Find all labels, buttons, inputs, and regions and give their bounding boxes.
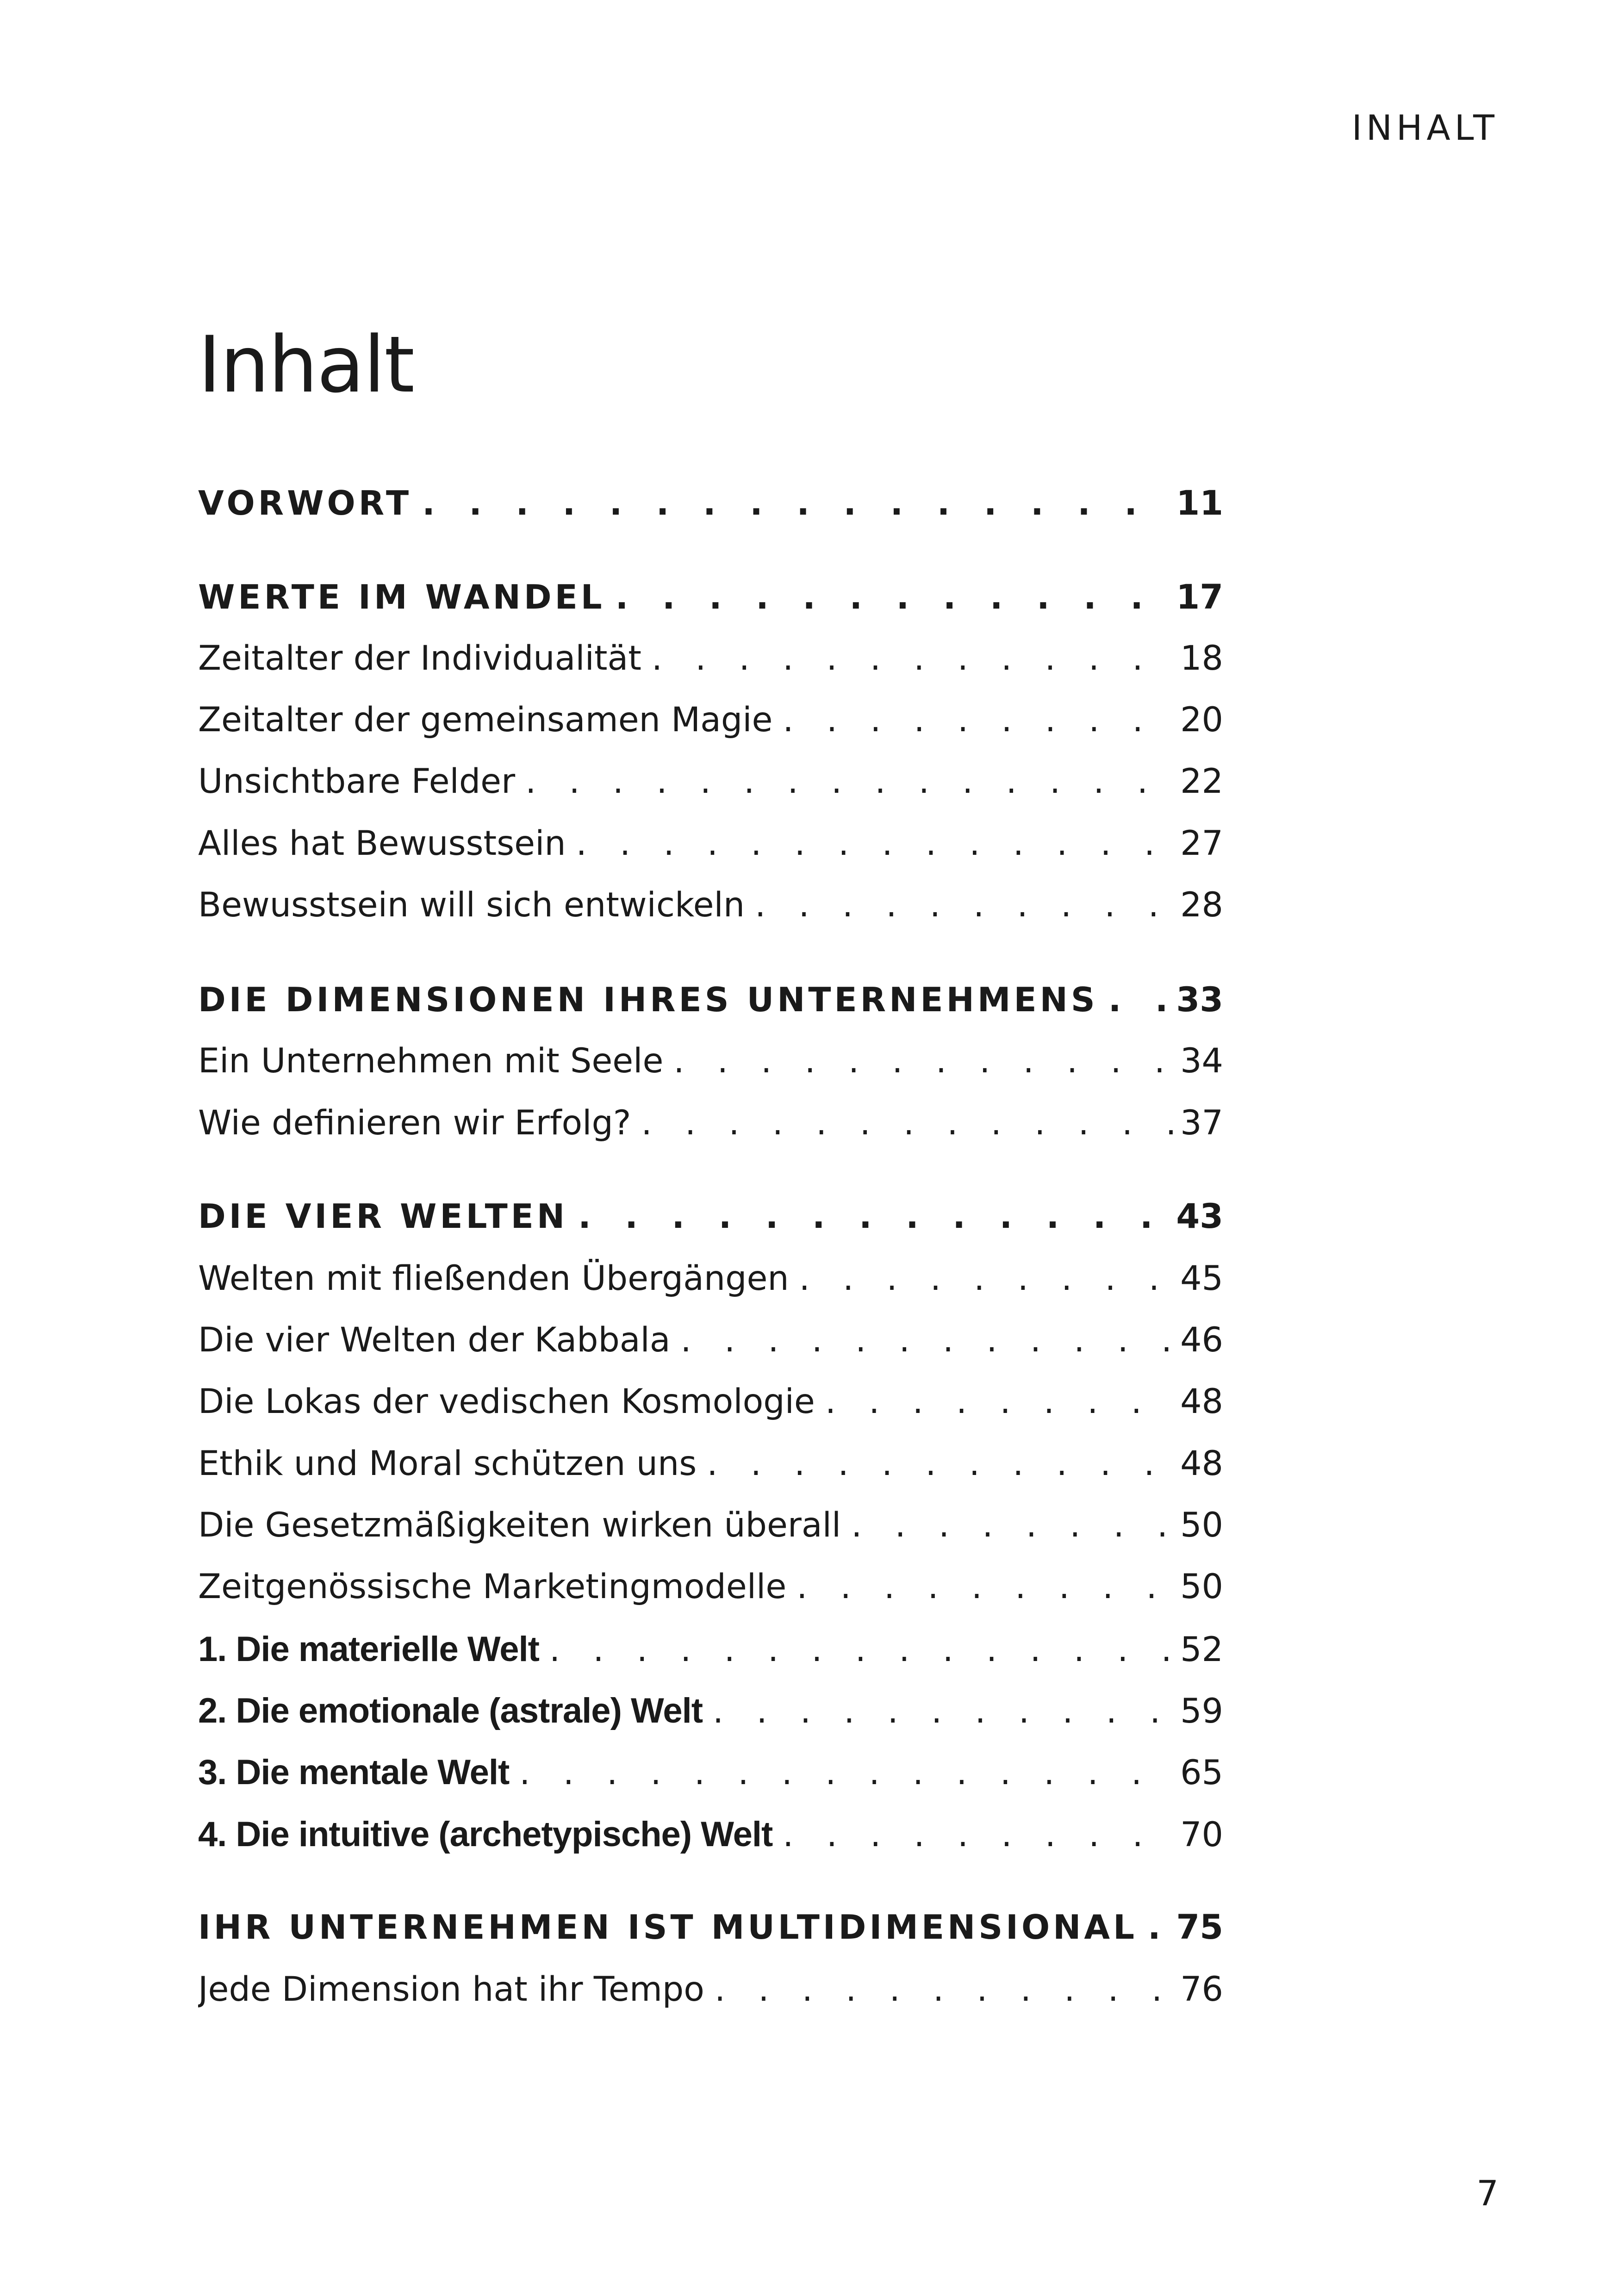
- dot-leader: [772, 700, 1174, 740]
- toc-entry-lokas[interactable]: [198, 1382, 1223, 1428]
- dot-leader: [704, 1970, 1174, 2009]
- toc-entry-bewusstsein-entwickeln[interactable]: [198, 885, 1223, 932]
- toc-entry-page: 59: [1180, 1692, 1223, 1731]
- dot-leader: [641, 639, 1174, 678]
- toc-entry-dimensionen[interactable]: [198, 980, 1223, 1027]
- toc-entry-title: Die Lokas der vedischen Kosmologie: [198, 1382, 815, 1421]
- toc-entry-title: Die Gesetzmäßigkeiten wirken überall: [198, 1506, 841, 1545]
- toc-entry-page: 45: [1180, 1259, 1223, 1298]
- toc-entry-kabbala[interactable]: [198, 1320, 1223, 1367]
- toc-entry-title: Zeitalter der Individualität: [198, 639, 641, 678]
- toc-entry-welten-uebergaenge[interactable]: [198, 1259, 1223, 1305]
- dot-leader: [671, 1320, 1174, 1360]
- toc-entry-page: 37: [1180, 1103, 1223, 1143]
- toc-entry-erfolg[interactable]: [198, 1103, 1223, 1150]
- toc-entry-multidimensional[interactable]: [198, 1908, 1223, 1954]
- toc-entry-title: 1. Die materielle Welt: [198, 1630, 539, 1669]
- toc-entry-page: 52: [1180, 1630, 1223, 1669]
- toc-entry-title: Die vier Welten der Kabbala: [198, 1320, 671, 1360]
- toc-entry-page: 70: [1180, 1815, 1223, 1854]
- toc-entry-zeitalter-magie[interactable]: [198, 700, 1223, 747]
- dot-leader: [1098, 980, 1170, 1020]
- toc-entry-page: 50: [1180, 1567, 1223, 1606]
- toc-entry-page: 50: [1180, 1506, 1223, 1545]
- toc-entry-ethik-moral[interactable]: [198, 1444, 1223, 1490]
- toc-entry-title: 4. Die intuitive (archetypische) Welt: [198, 1815, 773, 1854]
- dot-leader: [568, 1197, 1170, 1236]
- toc-entry-page: 11: [1176, 484, 1223, 523]
- toc-entry-title: Zeitgenössische Marketingmodelle: [198, 1567, 787, 1606]
- dot-leader: [772, 1815, 1174, 1854]
- toc-entry-title: WERTE IM WANDEL: [198, 578, 605, 616]
- toc-entry-page: 65: [1180, 1753, 1223, 1792]
- dot-leader: [789, 1259, 1174, 1298]
- toc-entry-emotionale-welt[interactable]: [198, 1691, 1223, 1737]
- toc-entry-title: Alles hat Bewusstsein: [198, 824, 566, 863]
- toc-entry-werte-im-wandel[interactable]: [198, 578, 1223, 624]
- toc-entry-page: 76: [1180, 1970, 1223, 2009]
- toc-entry-page: 33: [1176, 980, 1223, 1020]
- toc-entry-page: 48: [1180, 1382, 1223, 1421]
- toc-entry-marketingmodelle[interactable]: [198, 1567, 1223, 1613]
- dot-leader: [412, 484, 1170, 523]
- dot-leader: [566, 824, 1174, 863]
- toc-entry-page: 27: [1180, 824, 1223, 863]
- toc-entry-unsichtbare-felder[interactable]: [198, 762, 1223, 808]
- toc-entry-title: Jede Dimension hat ihr Tempo: [198, 1970, 704, 2009]
- dot-leader: [786, 1567, 1174, 1606]
- dot-leader: [631, 1103, 1174, 1143]
- toc-entry-title: 3. Die mentale Welt: [198, 1753, 510, 1792]
- toc-entry-title: Welten mit fließenden Übergängen: [198, 1259, 789, 1298]
- toc-entry-page: 22: [1180, 762, 1223, 801]
- dot-leader: [841, 1506, 1174, 1545]
- dot-leader: [815, 1382, 1174, 1421]
- toc-entry-alles-hat-bewusstsein[interactable]: [198, 824, 1223, 870]
- toc-entry-page: 28: [1180, 885, 1223, 925]
- dot-leader: [1138, 1908, 1170, 1947]
- toc-entry-title: Ethik und Moral schützen uns: [198, 1444, 697, 1483]
- toc-entry-title: Bewusstsein will sich entwickeln: [198, 885, 745, 925]
- toc-entry-title: DIE VIER WELTEN: [198, 1197, 568, 1236]
- toc-entry-title: Wie definieren wir Erfolg?: [198, 1103, 631, 1143]
- toc-entry-dimension-tempo[interactable]: [198, 1970, 1223, 2016]
- toc-entry-title: IHR UNTERNEHMEN IST MULTIDIMENSIONAL: [198, 1908, 1138, 1947]
- toc-entry-page: 75: [1176, 1908, 1223, 1947]
- page-number: 7: [1476, 2173, 1499, 2214]
- dot-leader: [745, 885, 1174, 925]
- dot-leader: [515, 762, 1174, 801]
- toc-entry-zeitalter-individualitaet[interactable]: [198, 639, 1223, 685]
- toc-entry-mentale-welt[interactable]: [198, 1752, 1223, 1798]
- toc-entry-page: 46: [1180, 1320, 1223, 1360]
- toc-entry-title: 2. Die emotionale (astrale) Welt: [198, 1691, 703, 1730]
- toc-entry-title: VORWORT: [198, 484, 412, 523]
- toc-entry-title: DIE DIMENSIONEN IHRES UNTERNEHMENS: [198, 980, 1098, 1019]
- toc-entry-title: Zeitalter der gemeinsamen Magie: [198, 700, 773, 740]
- dot-leader: [509, 1753, 1174, 1792]
- toc-entry-unternehmen-seele[interactable]: [198, 1041, 1223, 1088]
- toc-entry-vier-welten[interactable]: [198, 1197, 1223, 1243]
- toc-entry-page: 43: [1176, 1197, 1223, 1236]
- toc-entry-page: 18: [1180, 639, 1223, 678]
- dot-leader: [663, 1041, 1174, 1081]
- dot-leader: [605, 578, 1170, 617]
- dot-leader: [703, 1692, 1174, 1731]
- toc-entry-title: Unsichtbare Felder: [198, 762, 516, 801]
- page-title: Inhalt: [198, 319, 414, 410]
- toc-entry-gesetzmaessigkeiten[interactable]: [198, 1506, 1223, 1552]
- toc-entry-page: 20: [1180, 700, 1223, 740]
- toc-entry-page: 17: [1176, 578, 1223, 617]
- toc-entry-intuitive-welt[interactable]: [198, 1814, 1223, 1860]
- toc-entry-vorwort[interactable]: [198, 484, 1223, 530]
- dot-leader: [697, 1444, 1174, 1483]
- toc-entry-materielle-welt[interactable]: [198, 1629, 1223, 1675]
- dot-leader: [539, 1630, 1174, 1669]
- toc-entry-title: Ein Unternehmen mit Seele: [198, 1041, 664, 1081]
- toc-entry-page: 34: [1180, 1041, 1223, 1081]
- toc-entry-page: 48: [1180, 1444, 1223, 1483]
- running-head: INHALT: [1351, 107, 1499, 148]
